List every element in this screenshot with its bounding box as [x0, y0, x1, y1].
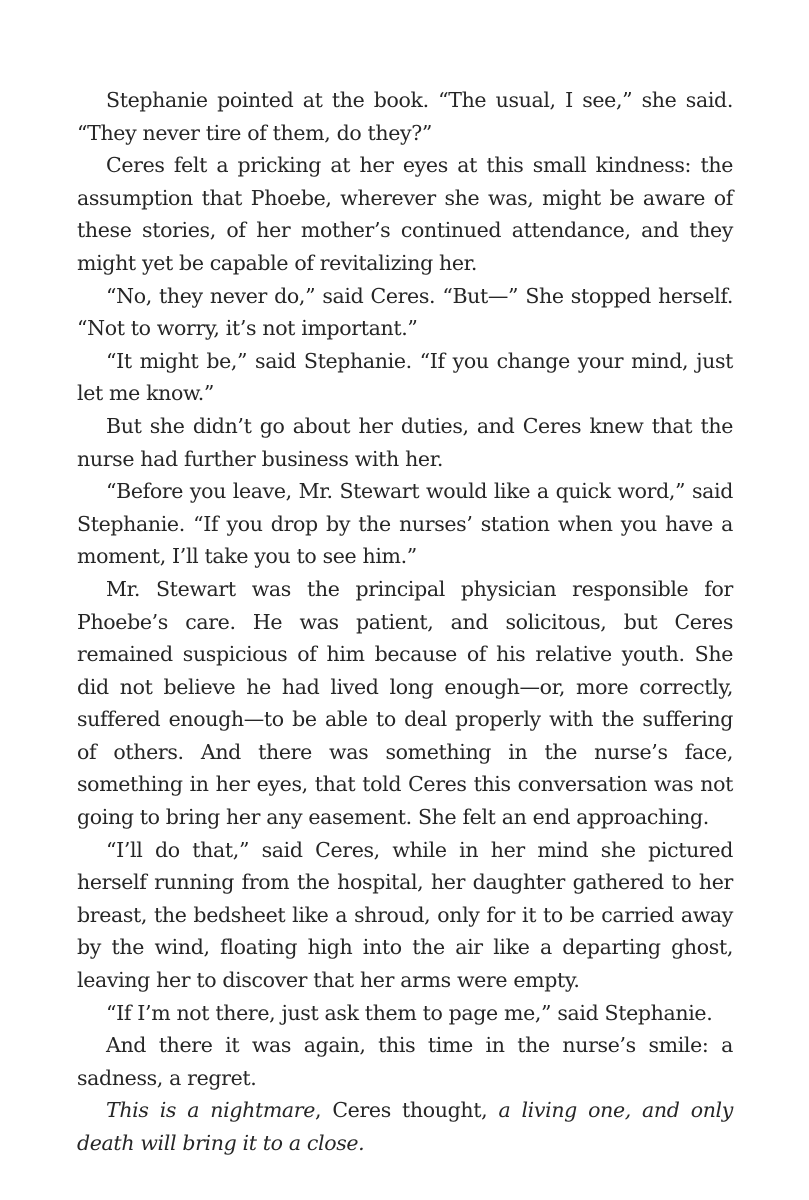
- italic-phrase-2: a living one, and only death will bring it to a close.: [77, 1098, 733, 1155]
- paragraph-2: Ceres felt a pricking at her eyes at this small kindness: the assumption that Phoebe, wherever she was, might be aware of these stories, of her mother’s continued attendance, and they might yet be capable of revitalizing her.: [77, 153, 733, 275]
- paragraph-4: “It might be,” said Stephanie. “If you change your mind, just let me know.”: [77, 348, 733, 406]
- book-page-text: [77, 84, 733, 1160]
- paragraph-5: But she didn’t go about her duties, and Ceres knew that the nurse had further business with her.: [77, 413, 733, 471]
- paragraph-7: Mr. Stewart was the principal physician responsible for Phoebe’s care. He was patient, and solicitous, but Ceres remained suspicious of him because of his relative youth. She did not believe he had lived long enough—or, more correctly, suffered enough—to be able to deal properly with the suffering of others. And there was something in the nurse’s face, something in her eyes, that told Ceres this conversation was not going to bring her any easement. She felt an end approaching.: [77, 576, 733, 830]
- paragraph-11-italic-thought: [77, 1094, 733, 1159]
- paragraph-8: “I’ll do that,” said Ceres, while in her mind she pictured herself running from the hospital, her daughter gathered to her breast, the bedsheet like a shroud, only for it to be carried away by the wind, floating high into the air like a departing ghost, leaving her to discover that her arms were empty.: [77, 837, 733, 993]
- paragraph-1: Stephanie pointed at the book. “The usual, I see,” she said. “They never tire of them, do they?”: [77, 88, 733, 145]
- paragraph-3: “No, they never do,” said Ceres. “But—” She stopped herself. “Not to worry, it’s not important.”: [77, 283, 733, 341]
- paragraph-10: And there it was again, this time in the nurse’s smile: a sadness, a regret.: [77, 1033, 733, 1090]
- paragraph-6: “Before you leave, Mr. Stewart would like a quick word,” said Stephanie. “If you drop by the nurses’ station when you have a moment, I’ll take you to see him.”: [77, 479, 733, 569]
- roman-phrase: , Ceres thought,: [315, 1098, 499, 1123]
- italic-phrase-1: This is a nightmare: [106, 1098, 316, 1123]
- paragraph-9: “If I’m not there, just ask them to page me,” said Stephanie.: [106, 1000, 713, 1025]
